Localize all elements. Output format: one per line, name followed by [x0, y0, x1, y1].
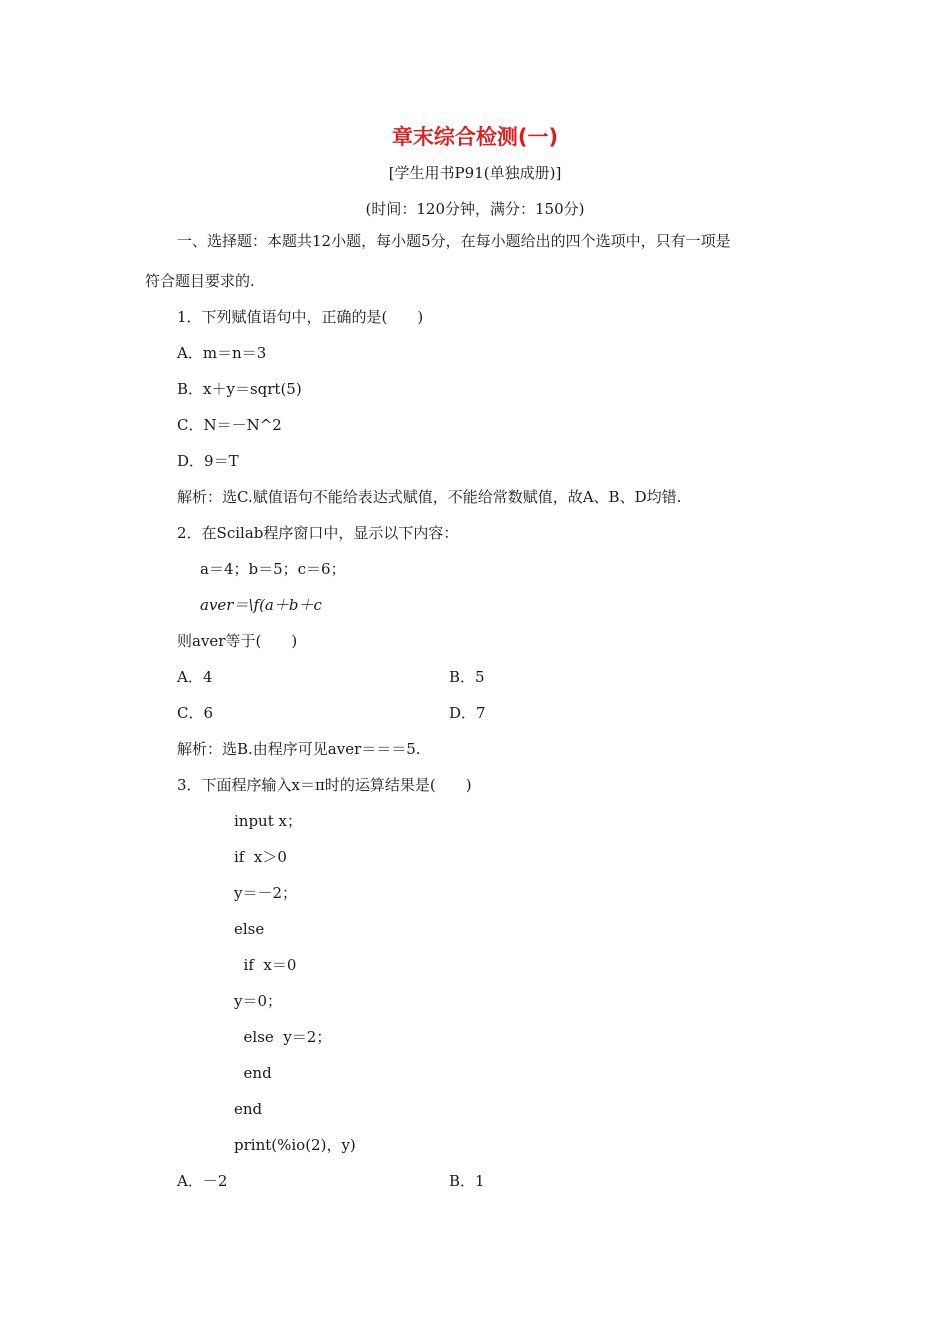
document-subtitle: [学生用书P91(单独成册)]: [388, 164, 562, 182]
q2-stem: 2．在Scilab程序窗口中，显示以下内容：: [177, 524, 459, 542]
section-intro-line-2: 符合题目要求的.: [145, 272, 255, 290]
q2-analysis: 解析：选B.由程序可见aver＝＝＝5.: [177, 740, 421, 758]
document-title: 章末综合检测(一): [391, 125, 559, 149]
q2-option-c: C．6: [177, 704, 214, 722]
q1-option-a: A．m＝n＝3: [177, 344, 267, 362]
q1-option-c: C．N＝－N^2: [177, 416, 282, 434]
q2-option-a: A．4: [177, 668, 213, 686]
q2-option-b: B．5: [449, 668, 485, 686]
q2-code-line-1: a＝4；b＝5；c＝6；: [200, 560, 346, 578]
q3-stem: 3．下面程序输入x＝π时的运算结果是( ): [177, 776, 472, 794]
q3-code-line: input x；: [234, 812, 302, 830]
q3-code-line: else: [234, 920, 265, 938]
q2-code-line-2: aver＝\f(a＋b＋c: [200, 596, 322, 614]
q3-code-line: else y＝2；: [234, 1028, 332, 1046]
q3-code-line: end: [234, 1064, 272, 1082]
q3-code-line: if x＞0: [234, 848, 287, 866]
q1-analysis: 解析：选C.赋值语句不能给表达式赋值，不能给常数赋值，故A、B、D均错.: [177, 488, 682, 506]
time-info: (时间：120分钟，满分：150分): [365, 200, 585, 218]
q2-ask: 则aver等于( ): [177, 632, 298, 650]
q1-option-b: B．x＋y＝sqrt(5): [177, 380, 302, 398]
q3-option-a: A．－2: [177, 1172, 228, 1190]
q3-code-line: end: [234, 1100, 263, 1118]
q2-option-d: D．7: [449, 704, 486, 722]
q1-option-d: D．9＝T: [177, 452, 239, 470]
q3-code-line: y＝0；: [234, 992, 283, 1010]
q3-code-line: y＝－2；: [234, 884, 298, 902]
q3-option-b: B．1: [449, 1172, 485, 1190]
q3-code-line: print(%io(2)，y): [234, 1136, 356, 1154]
q3-code-line: if x＝0: [234, 956, 297, 974]
q1-stem: 1．下列赋值语句中，正确的是( ): [177, 308, 424, 326]
section-intro-line-1: 一、选择题：本题共12小题，每小题5分，在每小题给出的四个选项中，只有一项是: [177, 232, 731, 250]
